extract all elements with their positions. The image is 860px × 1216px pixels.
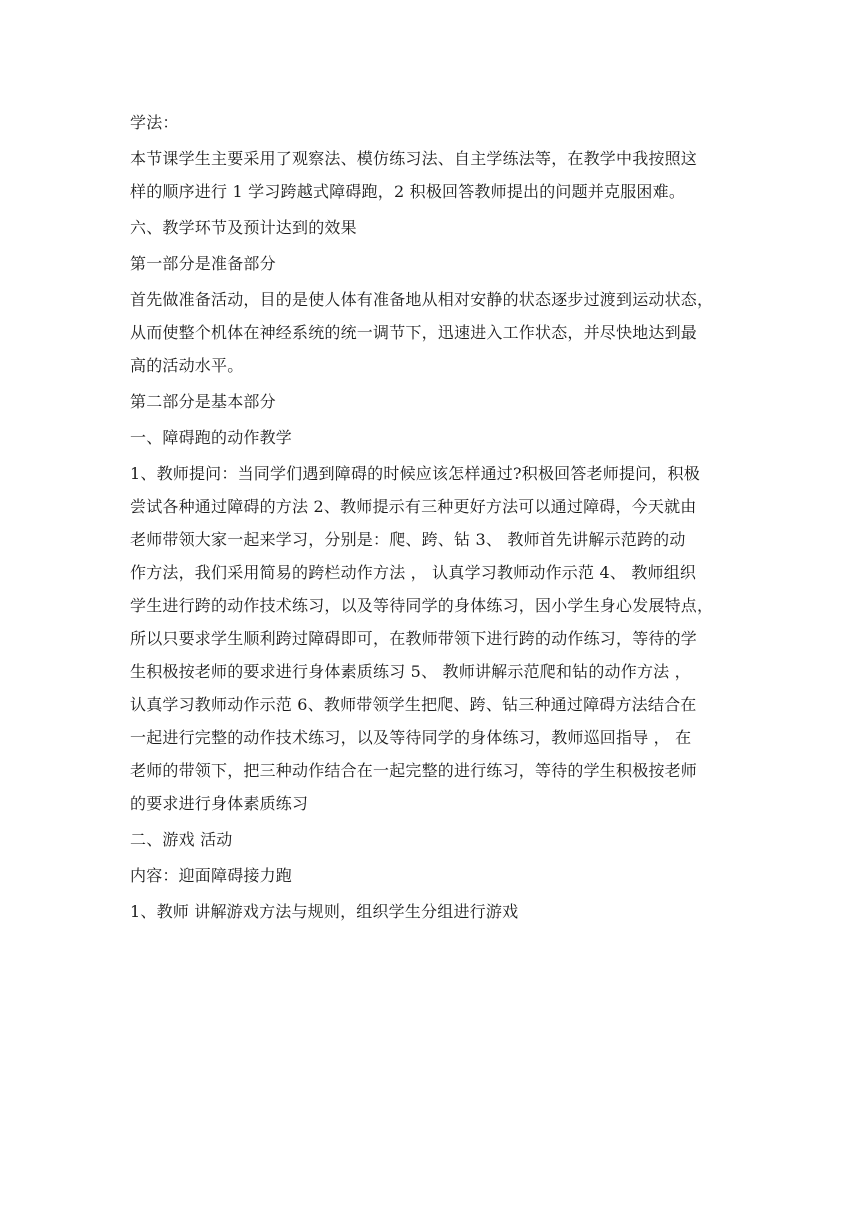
text-line: 的要求进行身体素质练习 <box>130 794 309 813</box>
text-line: 一、障碍跑的动作教学 <box>130 428 293 447</box>
text-line: 尝试各种通过障碍的方法 2、教师提示有三种更好方法可以通过障碍，今天就由 <box>130 497 697 516</box>
text-line: 第一部分是准备部分 <box>130 254 276 273</box>
text-line: 本节课学生主要采用了观察法、模仿练习法、自主学练法等，在教学中我按照这 <box>130 149 698 168</box>
text-line: 六、教学环节及预计达到的效果 <box>130 218 357 237</box>
text-line: 老师带领大家一起来学习，分别是：爬、跨、钻 3、 教师首先讲解示范跨的动 <box>130 530 686 549</box>
text-line: 首先做准备活动，目的是使人体有准备地从相对安静的状态逐步过渡到运动状态， <box>130 290 714 309</box>
paragraph-game-content <box>130 865 738 887</box>
text-line: 第二部分是基本部分 <box>130 392 276 411</box>
text-line: 认真学习教师动作示范 6、教师带领学生把爬、跨、钻三种通过障碍方法结合在 <box>130 695 697 714</box>
text-line: 生积极按老师的要求进行身体素质练习 5、 教师讲解示范爬和钻的动作方法 ， <box>130 662 691 681</box>
text-line: 学法： <box>130 113 179 132</box>
text-line: 学生进行跨的动作技术练习，以及等待同学的身体练习，因小学生身心发展特点， <box>130 596 714 615</box>
document-page <box>130 112 738 937</box>
text-line: 1、教师提问：当同学们遇到障碍的时候应该怎样通过?积极回答老师提问，积极 <box>130 464 700 483</box>
text-line: 一起进行完整的动作技术练习，以及等待同学的身体练习，教师巡回指导 ， 在 <box>130 728 692 747</box>
text-line: 1、教师 讲解游戏方法与规则，组织学生分组进行游戏 <box>130 902 519 921</box>
text-line: 内容：迎面障碍接力跑 <box>130 866 293 885</box>
paragraph-game-step-one <box>130 901 738 923</box>
text-line: 高的活动水平。 <box>130 356 244 375</box>
paragraph-obstacle-body <box>130 463 738 815</box>
paragraph-study-method-heading <box>130 112 738 134</box>
paragraph-obstacle-heading <box>130 427 738 449</box>
text-line: 二、游戏 活动 <box>130 830 233 849</box>
paragraph-part-two-heading <box>130 391 738 413</box>
paragraph-game-heading <box>130 829 738 851</box>
text-line: 所以只要求学生顺利跨过障碍即可，在教师带领下进行跨的动作练习，等待的学 <box>130 629 698 648</box>
paragraph-study-method-body <box>130 148 738 203</box>
text-line: 老师的带领下，把三种动作结合在一起完整的进行练习，等待的学生积极按老师 <box>130 761 698 780</box>
text-line: 从而使整个机体在神经系统的统一调节下，迅速进入工作状态，并尽快地达到最 <box>130 323 698 342</box>
text-line: 作方法，我们采用简易的跨栏动作方法 ， 认真学习教师动作示范 4、 教师组织 <box>130 563 697 582</box>
paragraph-part-one-heading <box>130 253 738 275</box>
text-line: 样的顺序进行 1 学习跨越式障碍跑，2 积极回答教师提出的问题并克服困难。 <box>130 182 686 201</box>
paragraph-part-one-body <box>130 289 738 377</box>
paragraph-section-six-heading <box>130 217 738 239</box>
